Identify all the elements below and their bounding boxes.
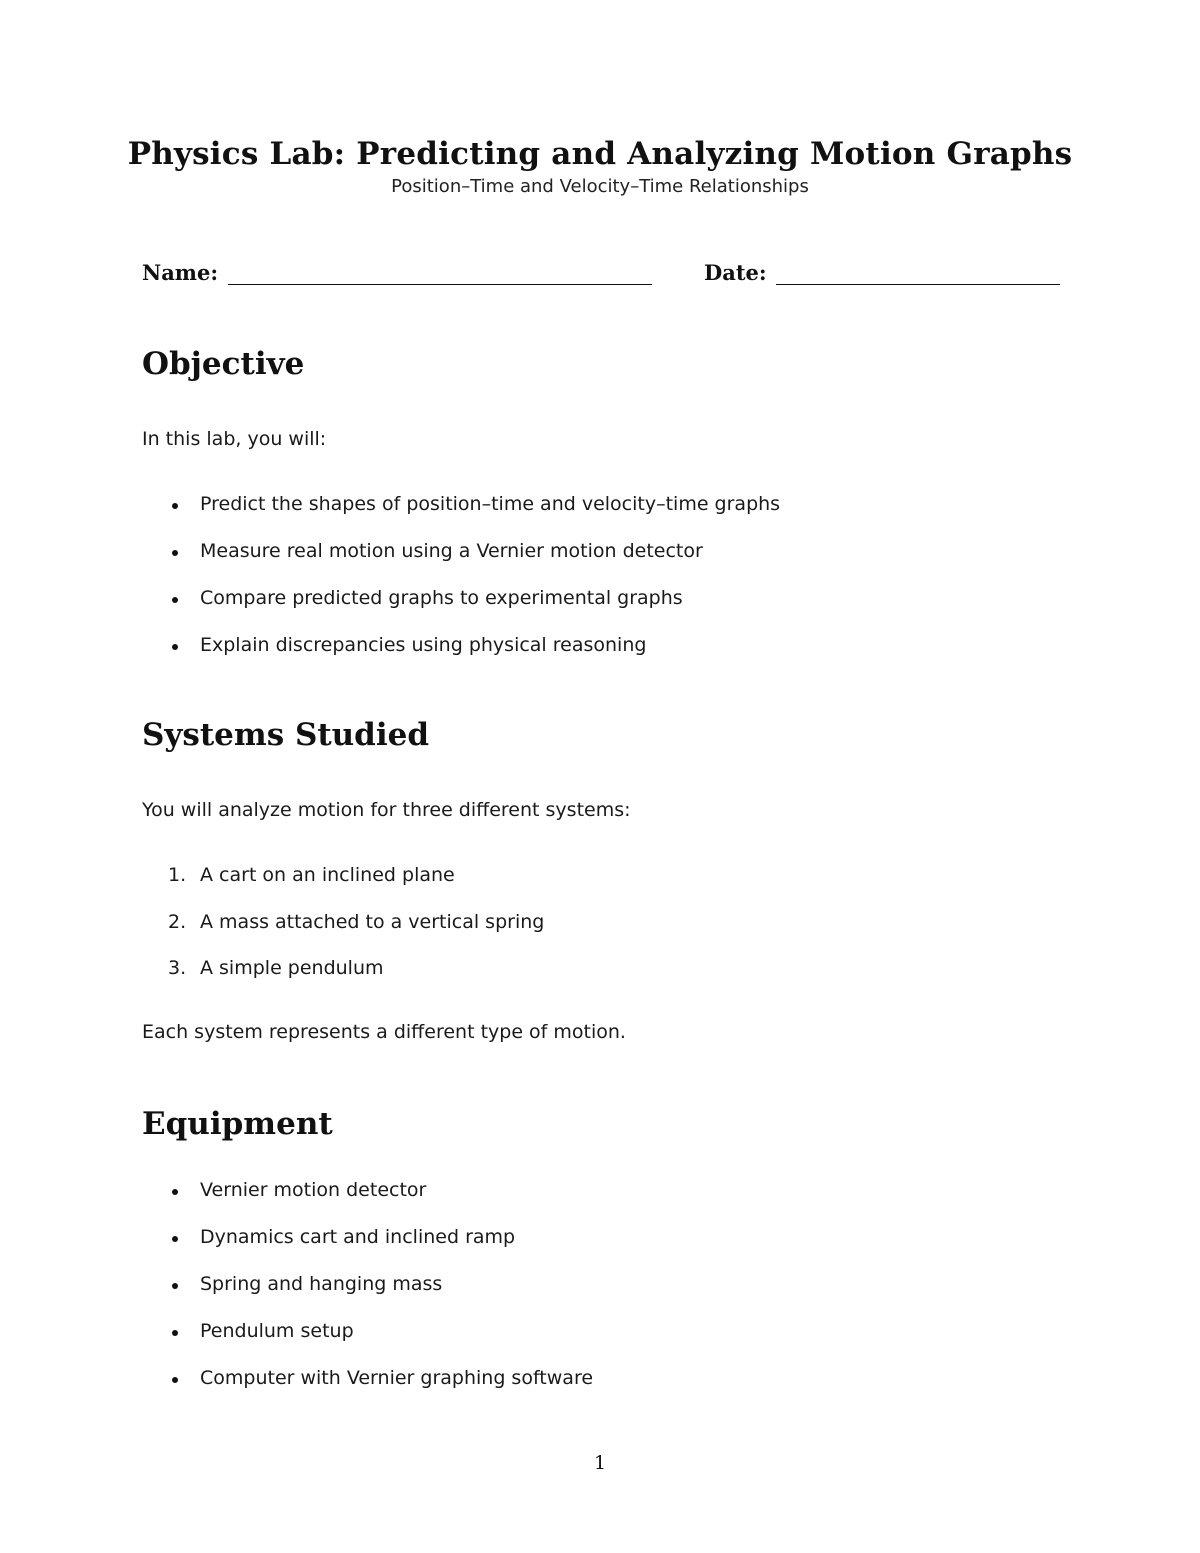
list-item-text: A mass attached to a vertical spring [200,911,545,933]
list-item-text: Vernier motion detector [200,1179,427,1201]
list-item-text: Computer with Vernier graphing software [200,1367,594,1389]
bullet-icon [172,1189,178,1195]
date-blank-line[interactable] [776,284,1060,285]
equipment-heading: Equipment [142,1106,333,1142]
list-item-text: Spring and hanging mass [200,1273,443,1295]
date-label: Date: [704,260,767,285]
list-item-text: A cart on an inclined plane [200,864,455,886]
objective-heading: Objective [142,346,305,382]
page-number: 1 [593,1452,607,1474]
list-item-text: A simple pendulum [200,957,384,979]
bullet-icon [172,1330,178,1336]
name-label: Name: [142,260,219,285]
bullet-icon [172,1377,178,1383]
list-item-text: Explain discrepancies using physical reasoning [200,634,647,656]
bullet-icon [172,1236,178,1242]
systems-intro: You will analyze motion for three different systems: [142,799,631,821]
bullet-icon [172,550,178,556]
bullet-icon [172,503,178,509]
list-item-number: 3. [168,957,187,979]
name-date-row [142,258,1060,290]
list-item-text: Compare predicted graphs to experimental graphs [200,587,683,609]
list-item-text: Measure real motion using a Vernier motion detector [200,540,703,562]
page-title: Physics Lab: Predicting and Analyzing Motion Graphs [127,136,1073,172]
name-blank-line[interactable] [228,284,652,285]
list-item-text: Dynamics cart and inclined ramp [200,1226,516,1248]
page-subtitle: Position–Time and Velocity–Time Relationships [391,176,809,197]
objective-intro: In this lab, you will: [142,428,327,450]
bullet-icon [172,597,178,603]
list-item-number: 1. [168,864,187,886]
list-item-number: 2. [168,911,187,933]
list-item-text: Pendulum setup [200,1320,354,1342]
bullet-icon [172,644,178,650]
list-item-text: Predict the shapes of position–time and velocity–time graphs [200,493,781,515]
systems-heading: Systems Studied [142,717,430,753]
systems-closing: Each system represents a different type of motion. [142,1021,626,1043]
bullet-icon [172,1283,178,1289]
